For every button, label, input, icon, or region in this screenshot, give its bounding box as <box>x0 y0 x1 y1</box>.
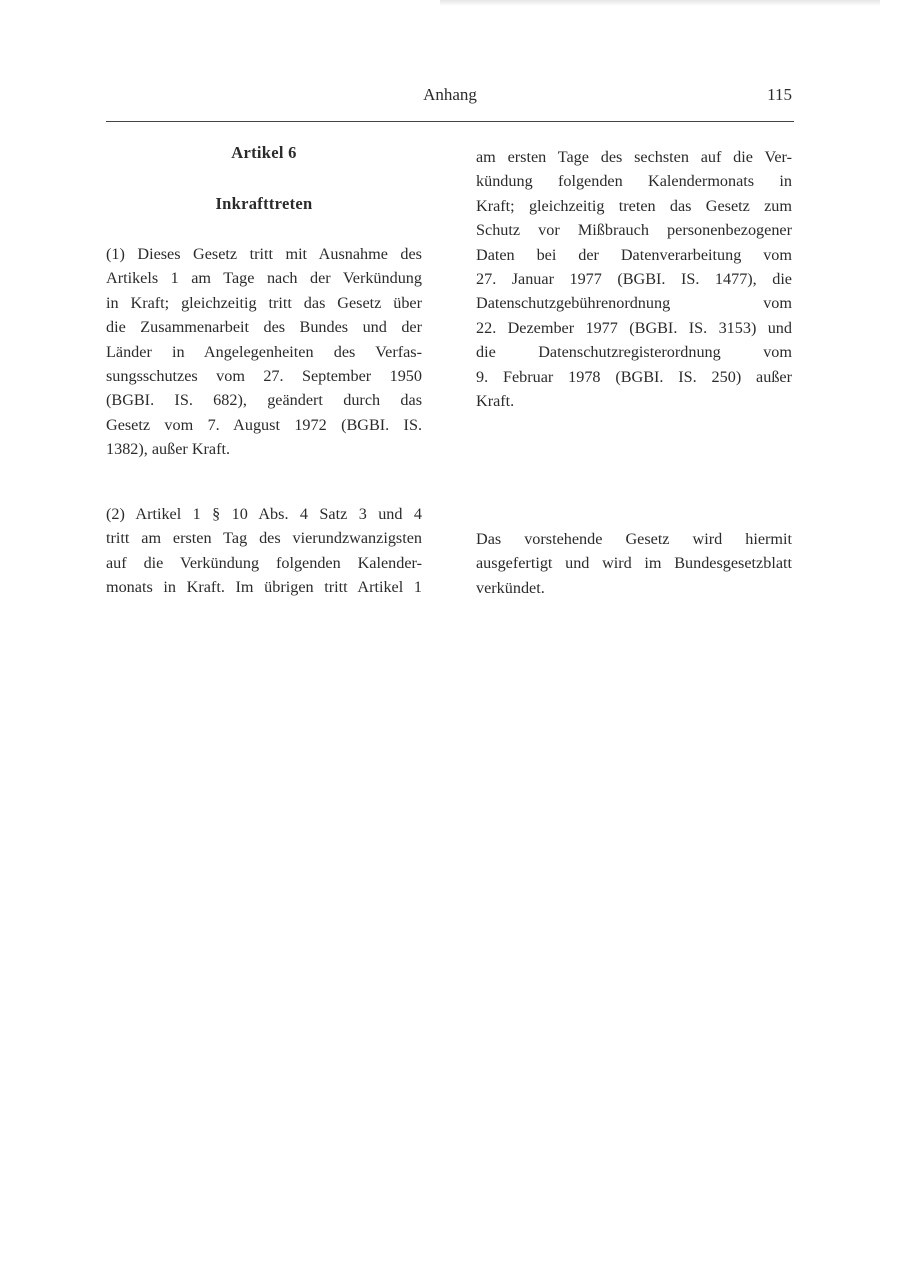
paragraph-1-line: (1) Dieses Gesetz tritt mit Ausnahme des <box>106 245 422 263</box>
continuation-line: 9. Februar 1978 (BGBI. IS. 250) außer <box>476 367 792 386</box>
paragraph-2-line: (2) Artikel 1 § 10 Abs. 4 Satz 3 und 4 <box>106 505 422 523</box>
header-rule <box>106 121 794 122</box>
continuation-line: am ersten Tage des sechsten auf die Ver- <box>476 148 792 166</box>
running-title: Anhang <box>423 85 477 104</box>
continuation-line: kündung folgenden Kalendermonats in <box>476 172 792 191</box>
closing-line: Das vorstehende Gesetz wird hiermit <box>476 530 792 548</box>
scan-edge-shadow <box>440 0 880 6</box>
paragraph-1-line: Länder in Angelegenheiten des Verfas- <box>106 342 422 361</box>
paragraph-1-line: 1382), außer Kraft. <box>106 440 231 459</box>
closing-line: verkündet. <box>476 578 545 597</box>
continuation-line: Schutz vor Mißbrauch personenbezogener <box>476 221 792 240</box>
paragraph-1-line: Artikels 1 am Tage nach der Verkündung <box>106 269 422 288</box>
paragraph-2 <box>106 502 422 600</box>
paragraph-1-line: Gesetz vom 7. August 1972 (BGBI. IS. <box>106 415 422 434</box>
paragraph-1-line: die Zusammenarbeit des Bundes und der <box>106 318 422 337</box>
article-heading: Artikel 6 <box>231 143 297 162</box>
continuation-line: Datenschutzgebührenordnung vom <box>476 294 792 313</box>
article-subheading: Inkrafttreten <box>215 194 313 213</box>
paragraph-1-line: (BGBI. IS. 682), geändert durch das <box>106 391 422 410</box>
continuation-line: die Datenschutzregisterordnung vom <box>476 343 792 362</box>
continuation-line: Kraft; gleichzeitig treten das Gesetz zum <box>476 196 792 215</box>
paragraph-2-line: monats in Kraft. Im übrigen tritt Artikel 1 <box>106 578 422 597</box>
continuation-line: Kraft. <box>476 392 515 411</box>
paragraph-2-line: tritt am ersten Tag des vierundzwanzigsten <box>106 529 422 548</box>
paragraph-1-line: in Kraft; gleichzeitig tritt das Gesetz über <box>106 293 422 312</box>
closing-formula <box>476 527 792 600</box>
paragraph-1-line: sungsschutzes vom 27. September 1950 <box>106 367 422 386</box>
paragraph-2-line: auf die Verkündung folgenden Kalender- <box>106 553 422 572</box>
running-header <box>106 84 794 110</box>
paragraph-1 <box>106 242 422 462</box>
paragraph-continuation <box>476 145 792 413</box>
continuation-line: 27. Januar 1977 (BGBI. IS. 1477), die <box>476 270 792 289</box>
continuation-line: 22. Dezember 1977 (BGBI. IS. 3153) und <box>476 318 792 337</box>
closing-line: ausgefertigt und wird im Bundesgesetzblatt <box>476 554 792 573</box>
continuation-line: Daten bei der Datenverarbeitung vom <box>476 245 792 264</box>
page-number: 115 <box>767 85 792 104</box>
